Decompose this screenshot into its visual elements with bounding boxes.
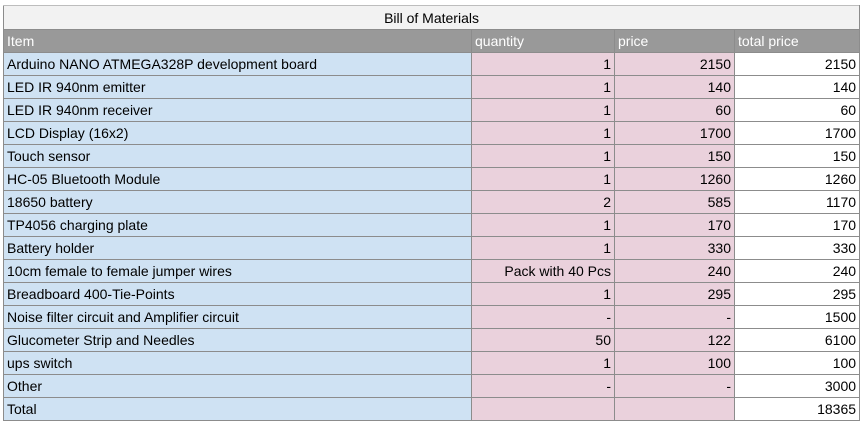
cell-price[interactable]: 1700 <box>615 122 735 145</box>
table-row <box>4 191 860 214</box>
table-row <box>4 76 860 99</box>
cell-quantity[interactable]: - <box>472 306 615 329</box>
cell-quantity[interactable]: Pack with 40 Pcs <box>472 260 615 283</box>
cell-total-price[interactable]: 1170 <box>735 191 860 214</box>
table-row <box>4 306 860 329</box>
cell-total-price[interactable]: 295 <box>735 283 860 306</box>
cell-quantity[interactable]: 1 <box>472 122 615 145</box>
cell-price[interactable]: 170 <box>615 214 735 237</box>
cell-item[interactable]: Breadboard 400-Tie-Points <box>4 283 472 306</box>
table-row <box>4 145 860 168</box>
table-row <box>4 398 860 421</box>
cell-price[interactable]: 295 <box>615 283 735 306</box>
table-row <box>4 99 860 122</box>
cell-item[interactable]: LCD Display (16x2) <box>4 122 472 145</box>
table-body <box>4 53 860 421</box>
cell-item[interactable]: Total <box>4 398 472 421</box>
cell-item[interactable]: Battery holder <box>4 237 472 260</box>
cell-quantity[interactable]: 1 <box>472 145 615 168</box>
cell-quantity[interactable]: 1 <box>472 283 615 306</box>
cell-quantity[interactable]: 1 <box>472 214 615 237</box>
sheet-title-cell[interactable]: Bill of Materials <box>4 6 860 30</box>
header-row <box>4 30 860 53</box>
cell-price[interactable]: 240 <box>615 260 735 283</box>
cell-total-price[interactable]: 3000 <box>735 375 860 398</box>
cell-item[interactable]: Other <box>4 375 472 398</box>
cell-total-price[interactable]: 240 <box>735 260 860 283</box>
cell-total-price[interactable]: 18365 <box>735 398 860 421</box>
cell-price[interactable]: 122 <box>615 329 735 352</box>
cell-total-price[interactable]: 100 <box>735 352 860 375</box>
cell-quantity[interactable] <box>472 398 615 421</box>
cell-price[interactable]: - <box>615 306 735 329</box>
cell-price[interactable]: 585 <box>615 191 735 214</box>
cell-total-price[interactable]: 1500 <box>735 306 860 329</box>
title-row <box>4 6 860 30</box>
cell-total-price[interactable]: 6100 <box>735 329 860 352</box>
cell-total-price[interactable]: 60 <box>735 99 860 122</box>
cell-item[interactable]: LED IR 940nm emitter <box>4 76 472 99</box>
cell-quantity[interactable]: 2 <box>472 191 615 214</box>
cell-price[interactable]: 2150 <box>615 53 735 76</box>
table-row <box>4 260 860 283</box>
cell-item[interactable]: LED IR 940nm receiver <box>4 99 472 122</box>
cell-total-price[interactable]: 150 <box>735 145 860 168</box>
cell-total-price[interactable]: 2150 <box>735 53 860 76</box>
cell-item[interactable]: Arduino NANO ATMEGA328P development board <box>4 53 472 76</box>
cell-price[interactable]: 150 <box>615 145 735 168</box>
header-item[interactable]: Item <box>4 30 472 53</box>
cell-total-price[interactable]: 1260 <box>735 168 860 191</box>
cell-price[interactable]: 100 <box>615 352 735 375</box>
header-price[interactable]: price <box>615 30 735 53</box>
cell-quantity[interactable]: 1 <box>472 168 615 191</box>
table-row <box>4 53 860 76</box>
cell-price[interactable]: - <box>615 375 735 398</box>
cell-item[interactable]: Noise filter circuit and Amplifier circuit <box>4 306 472 329</box>
cell-price[interactable]: 330 <box>615 237 735 260</box>
bill-of-materials-table <box>3 5 860 421</box>
table-row <box>4 329 860 352</box>
table-row <box>4 122 860 145</box>
cell-price[interactable] <box>615 398 735 421</box>
cell-quantity[interactable]: 1 <box>472 99 615 122</box>
cell-quantity[interactable]: 50 <box>472 329 615 352</box>
cell-price[interactable]: 140 <box>615 76 735 99</box>
cell-item[interactable]: 10cm female to female jumper wires <box>4 260 472 283</box>
cell-total-price[interactable]: 330 <box>735 237 860 260</box>
table-row <box>4 283 860 306</box>
cell-price[interactable]: 60 <box>615 99 735 122</box>
table-row <box>4 168 860 191</box>
table-row <box>4 214 860 237</box>
cell-item[interactable]: Glucometer Strip and Needles <box>4 329 472 352</box>
cell-item[interactable]: HC-05 Bluetooth Module <box>4 168 472 191</box>
cell-price[interactable]: 1260 <box>615 168 735 191</box>
cell-quantity[interactable]: 1 <box>472 352 615 375</box>
table-row <box>4 237 860 260</box>
cell-total-price[interactable]: 140 <box>735 76 860 99</box>
table-row <box>4 375 860 398</box>
cell-quantity[interactable]: 1 <box>472 237 615 260</box>
cell-item[interactable]: Touch sensor <box>4 145 472 168</box>
cell-item[interactable]: TP4056 charging plate <box>4 214 472 237</box>
cell-item[interactable]: ups switch <box>4 352 472 375</box>
cell-quantity[interactable]: 1 <box>472 76 615 99</box>
header-total-price[interactable]: total price <box>735 30 860 53</box>
header-quantity[interactable]: quantity <box>472 30 615 53</box>
cell-quantity[interactable]: - <box>472 375 615 398</box>
cell-total-price[interactable]: 170 <box>735 214 860 237</box>
cell-total-price[interactable]: 1700 <box>735 122 860 145</box>
table-row <box>4 352 860 375</box>
cell-item[interactable]: 18650 battery <box>4 191 472 214</box>
cell-quantity[interactable]: 1 <box>472 53 615 76</box>
